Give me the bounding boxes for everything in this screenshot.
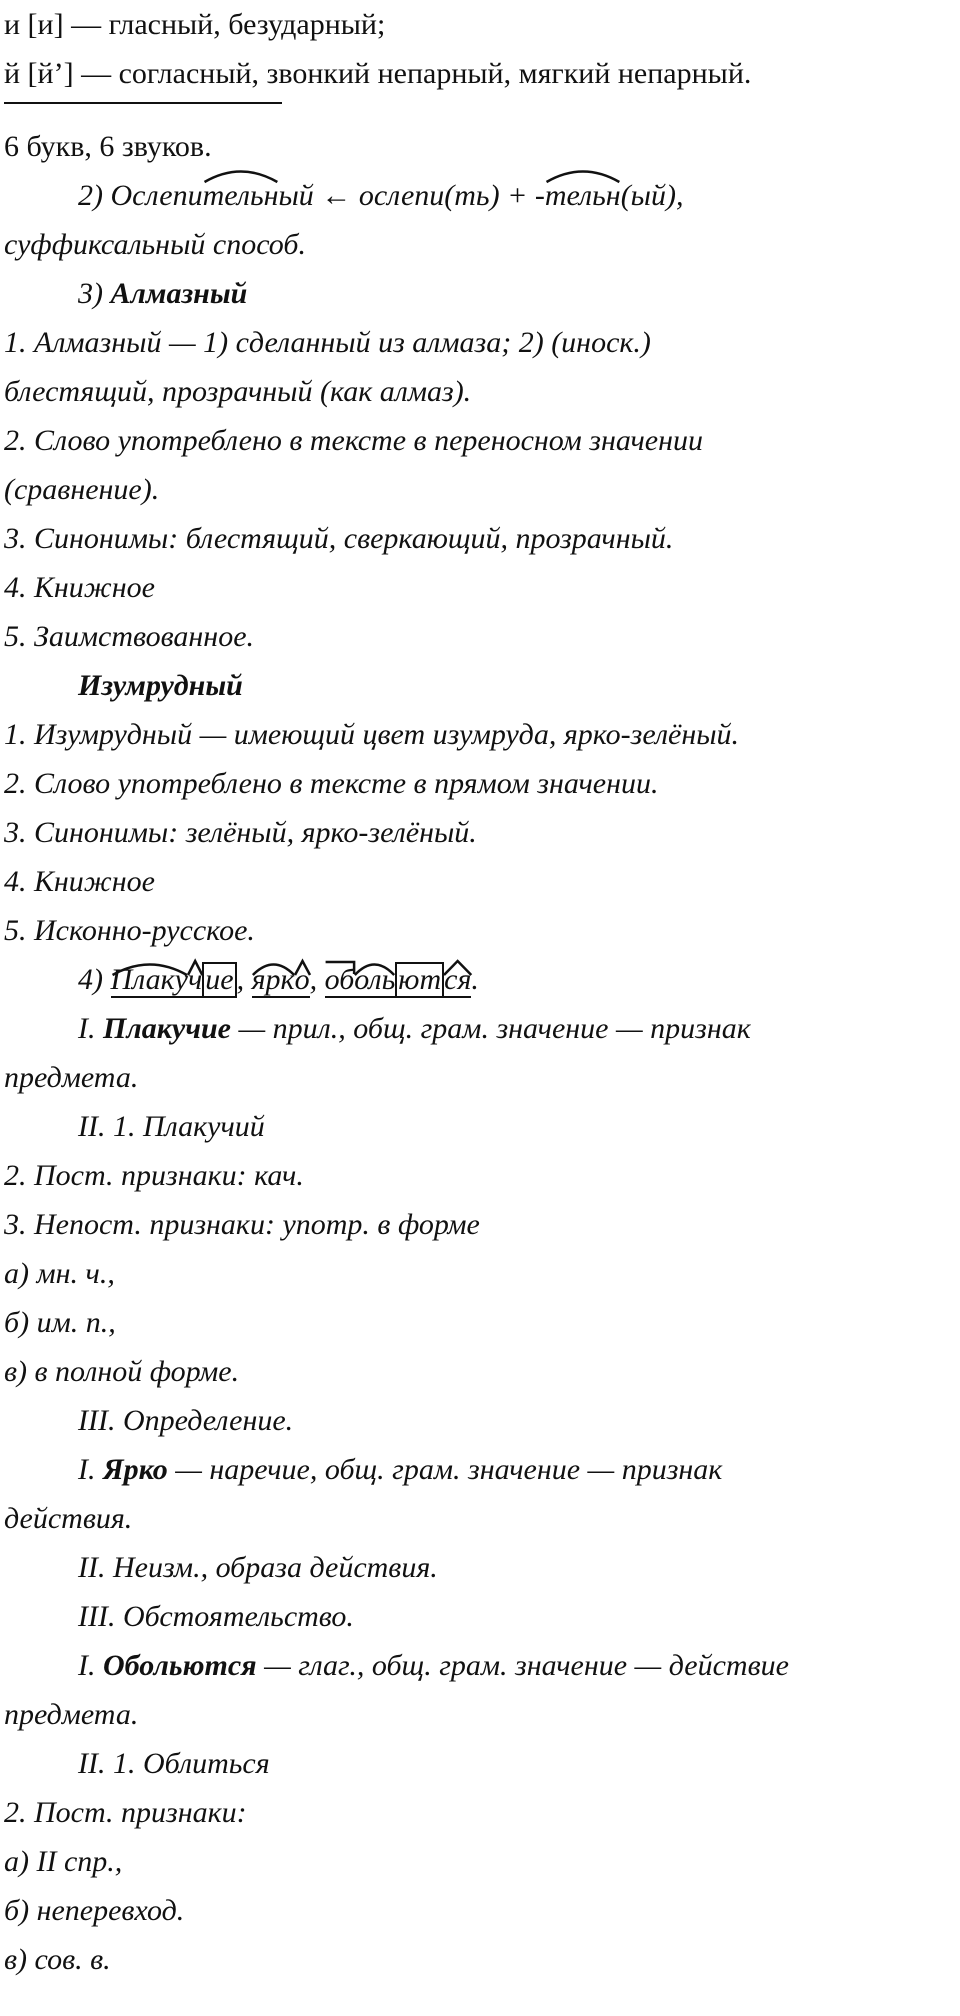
bold-word: Плакучие [103, 1012, 231, 1045]
text-fragment: — наречие, общ. грам. значение — признак [175, 1453, 723, 1486]
heading-word: Изумрудный [78, 669, 243, 702]
suffix-arc-icon [203, 167, 279, 183]
text-line: предмета. [4, 1061, 139, 1094]
word-part: Ослепи [110, 179, 203, 212]
text-line: 2. Пост. признаки: [4, 1796, 247, 1829]
text-line: действия. [4, 1502, 133, 1535]
section-heading-izumrudny [4, 661, 956, 710]
root-mark [111, 964, 188, 998]
root-text: оль [354, 963, 396, 996]
postfix-mark [444, 964, 471, 998]
suffix-text: тельн [202, 179, 279, 212]
text-fragment: — глаг., общ. грам. значение — действие [264, 1649, 789, 1682]
word-formation-line [4, 171, 956, 220]
text-line: в) сов. в. [4, 1943, 111, 1976]
arrow: ← [321, 179, 352, 212]
prefix-text: об [324, 963, 355, 996]
root-text: Плаку [110, 963, 188, 996]
word-part: - [534, 179, 545, 212]
text-line: 2. Слово употреблено в тексте в переносном значении [4, 424, 703, 457]
text-line: в) в полной форме. [4, 1355, 240, 1388]
phonetic-line-j: й [й’] — согласный, звонкий непарный, мягкий непарный. [4, 57, 752, 90]
letters-sounds-count: 6 букв, 6 звуков. [4, 130, 212, 163]
text-line: II. 1. Плакучий [78, 1110, 265, 1143]
morpheme-parse-line [4, 955, 956, 1004]
suffix-mark [295, 964, 310, 998]
text-line: 1. Изумрудный — имеющий цвет изумруда, ярко-зелёный. [4, 718, 740, 751]
root-mark [354, 964, 395, 998]
text-line: 1. Алмазный — 1) сделанный из алмаза; 2) (иноск.) [4, 326, 651, 359]
suffix-text: о [294, 963, 310, 996]
text-line: III. Определение. [78, 1404, 294, 1437]
heading-word: Алмазный [110, 277, 248, 310]
text-line: 4. Книжное [4, 865, 155, 898]
prefix-bracket-icon [325, 960, 355, 976]
separator [4, 98, 956, 122]
text-line: а) мн. ч., [4, 1257, 115, 1290]
text-line: II. 1. Облиться [78, 1747, 270, 1780]
text-line: 5. Исконно-русское. [4, 914, 255, 947]
task-number: 3) [78, 277, 103, 310]
task-number: 2) [78, 179, 103, 212]
parse-heading-obolyutsya [4, 1641, 956, 1690]
ending-box: ие [202, 962, 236, 998]
text-line: II. Неизм., образа действия. [78, 1551, 438, 1584]
text-line: (сравнение). [4, 473, 160, 506]
punctuation: , [236, 963, 245, 996]
root-arc-icon [252, 960, 295, 976]
text-line: 5. Заимствованное. [4, 620, 255, 653]
root-text: ярк [251, 963, 295, 996]
parsed-word-plakuchie [111, 963, 237, 996]
phonetic-line-i: и [и] — гласный, безударный; [4, 8, 386, 41]
formation-suffix [535, 179, 684, 212]
text-line: III. Обстоятельство. [78, 1600, 354, 1633]
suffix-caret-icon [295, 960, 310, 976]
ending-box: ют [395, 962, 444, 998]
parsed-word-obolyutsya [325, 963, 472, 996]
prefix-mark [325, 964, 355, 998]
text-line: б) неперевход. [4, 1894, 185, 1927]
suffix-mark [545, 171, 621, 220]
text-fragment: — прил., общ. грам. значение — признак [238, 1012, 751, 1045]
suffix-caret-icon [188, 960, 202, 976]
parse-heading-yarko [4, 1445, 956, 1494]
roman-numeral: I. [78, 1012, 96, 1045]
roman-numeral: I. [78, 1649, 96, 1682]
bold-word: Обольются [103, 1649, 257, 1682]
text-line: 3. Синонимы: блестящий, сверкающий, прозрачный. [4, 522, 674, 555]
textbook-page [4, 0, 956, 1984]
text-line: предмета. [4, 1698, 139, 1731]
text-line: 3. Непост. признаки: употр. в форме [4, 1208, 480, 1241]
text-line: 3. Синонимы: зелёный, ярко-зелёный. [4, 816, 477, 849]
formation-base: ослепи(ть) + [358, 179, 528, 212]
root-arc-icon [354, 960, 395, 976]
postfix-caret-icon [444, 960, 471, 976]
text-line: а) II спр., [4, 1845, 123, 1878]
formation-method: суффиксальный способ. [4, 228, 306, 261]
postfix-text: ся [444, 963, 472, 996]
roman-numeral: I. [78, 1453, 96, 1486]
suffix-mark [203, 171, 279, 220]
parse-heading-plakuchie [4, 1004, 956, 1053]
suffix-text: ч [187, 963, 203, 996]
punctuation: , [309, 963, 318, 996]
parsed-word-yarko [252, 963, 310, 996]
section-heading-almazny [4, 269, 956, 318]
text-line: 4. Книжное [4, 571, 155, 604]
task-number: 4) [78, 963, 103, 996]
text-line: б) им. п., [4, 1306, 116, 1339]
text-line: 2. Пост. признаки: кач. [4, 1159, 304, 1192]
suffix-mark [188, 964, 202, 998]
text-line: 2. Слово употреблено в тексте в прямом значении. [4, 767, 659, 800]
root-arc-icon [111, 960, 188, 976]
formation-word [111, 179, 314, 212]
word-part: (ый), [620, 179, 684, 212]
text-line: блестящий, прозрачный (как алмаз). [4, 375, 472, 408]
root-mark [252, 964, 295, 998]
suffix-arc-icon [545, 167, 621, 183]
punctuation: . [471, 963, 479, 996]
suffix-text: тельн [544, 179, 621, 212]
word-part: ый [278, 179, 314, 212]
separator-rule [4, 102, 282, 104]
bold-word: Ярко [103, 1453, 168, 1486]
